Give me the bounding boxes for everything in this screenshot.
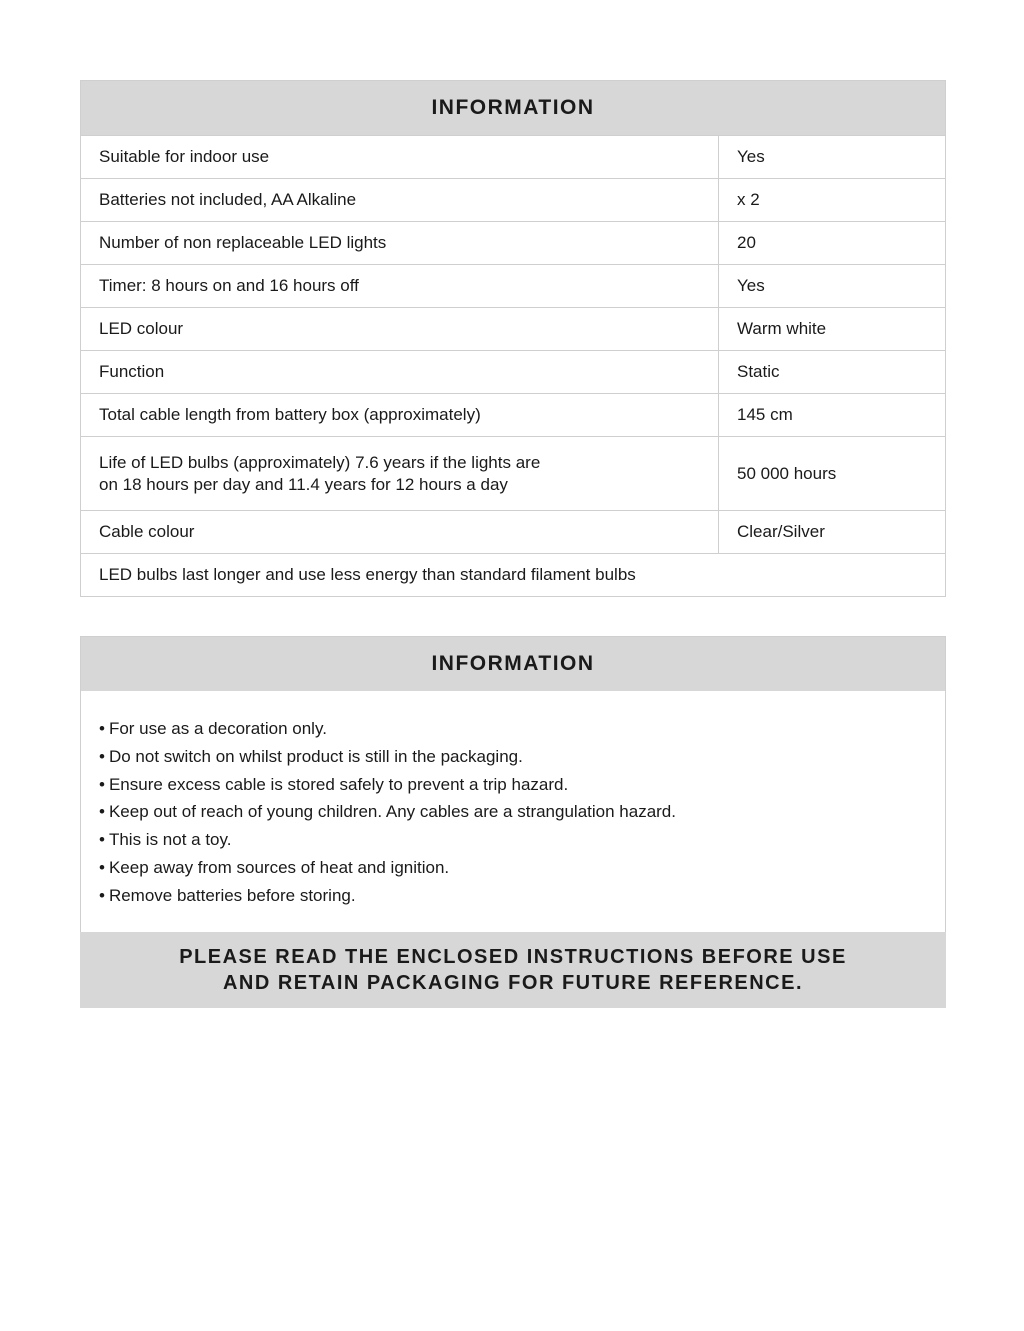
spec-value: Yes <box>719 265 946 308</box>
banner-line: PLEASE READ THE ENCLOSED INSTRUCTIONS BEFORE USE <box>179 945 847 968</box>
table-row <box>81 437 945 511</box>
list-item: • Keep out of reach of young children. Any cables are a strangulation hazard. <box>99 798 927 826</box>
table-row <box>81 351 945 394</box>
list-item: • Remove batteries before storing. <box>99 882 927 910</box>
spec-info-heading: INFORMATION <box>81 81 945 135</box>
safety-bullet-list <box>81 691 945 932</box>
table-row <box>81 554 945 597</box>
spec-label <box>81 437 719 511</box>
list-item: • Ensure excess cable is stored safely to prevent a trip hazard. <box>99 771 927 799</box>
spec-label: Total cable length from battery box (approximately) <box>81 394 719 437</box>
table-row <box>81 222 945 265</box>
spec-value: x 2 <box>719 179 946 222</box>
spec-value: 50 000 hours <box>719 437 946 511</box>
spec-label: Suitable for indoor use <box>81 136 719 179</box>
table-row <box>81 136 945 179</box>
table-row <box>81 394 945 437</box>
list-item: • This is not a toy. <box>99 826 927 854</box>
table-row <box>81 265 945 308</box>
list-item: • For use as a decoration only. <box>99 715 927 743</box>
spec-value: 20 <box>719 222 946 265</box>
list-item: • Do not switch on whilst product is still in the packaging. <box>99 743 927 771</box>
banner-line: AND RETAIN PACKAGING FOR FUTURE REFERENCE. <box>222 971 804 994</box>
list-item: • Keep away from sources of heat and ignition. <box>99 854 927 882</box>
spec-value: Yes <box>719 136 946 179</box>
spec-note: LED bulbs last longer and use less energy than standard filament bulbs <box>81 554 945 597</box>
spec-label: Timer: 8 hours on and 16 hours off <box>81 265 719 308</box>
table-row <box>81 179 945 222</box>
spec-value: Warm white <box>719 308 946 351</box>
spec-label: Cable colour <box>81 511 719 554</box>
safety-info-heading: INFORMATION <box>81 637 945 691</box>
spec-info-panel <box>80 80 946 597</box>
spec-label: Batteries not included, AA Alkaline <box>81 179 719 222</box>
spec-value: 145 cm <box>719 394 946 437</box>
spec-table <box>81 135 945 596</box>
spec-label: LED colour <box>81 308 719 351</box>
table-row <box>81 308 945 351</box>
spec-label-line: on 18 hours per day and 11.4 years for 12 hours a day <box>99 474 508 494</box>
spec-label: Number of non replaceable LED lights <box>81 222 719 265</box>
read-instructions-banner <box>80 932 946 1008</box>
table-row <box>81 511 945 554</box>
safety-info-panel <box>80 636 946 1008</box>
spec-value: Clear/Silver <box>719 511 946 554</box>
spec-label-line: Life of LED bulbs (approximately) 7.6 years if the lights are <box>99 452 541 472</box>
spec-label: Function <box>81 351 719 394</box>
spec-value: Static <box>719 351 946 394</box>
